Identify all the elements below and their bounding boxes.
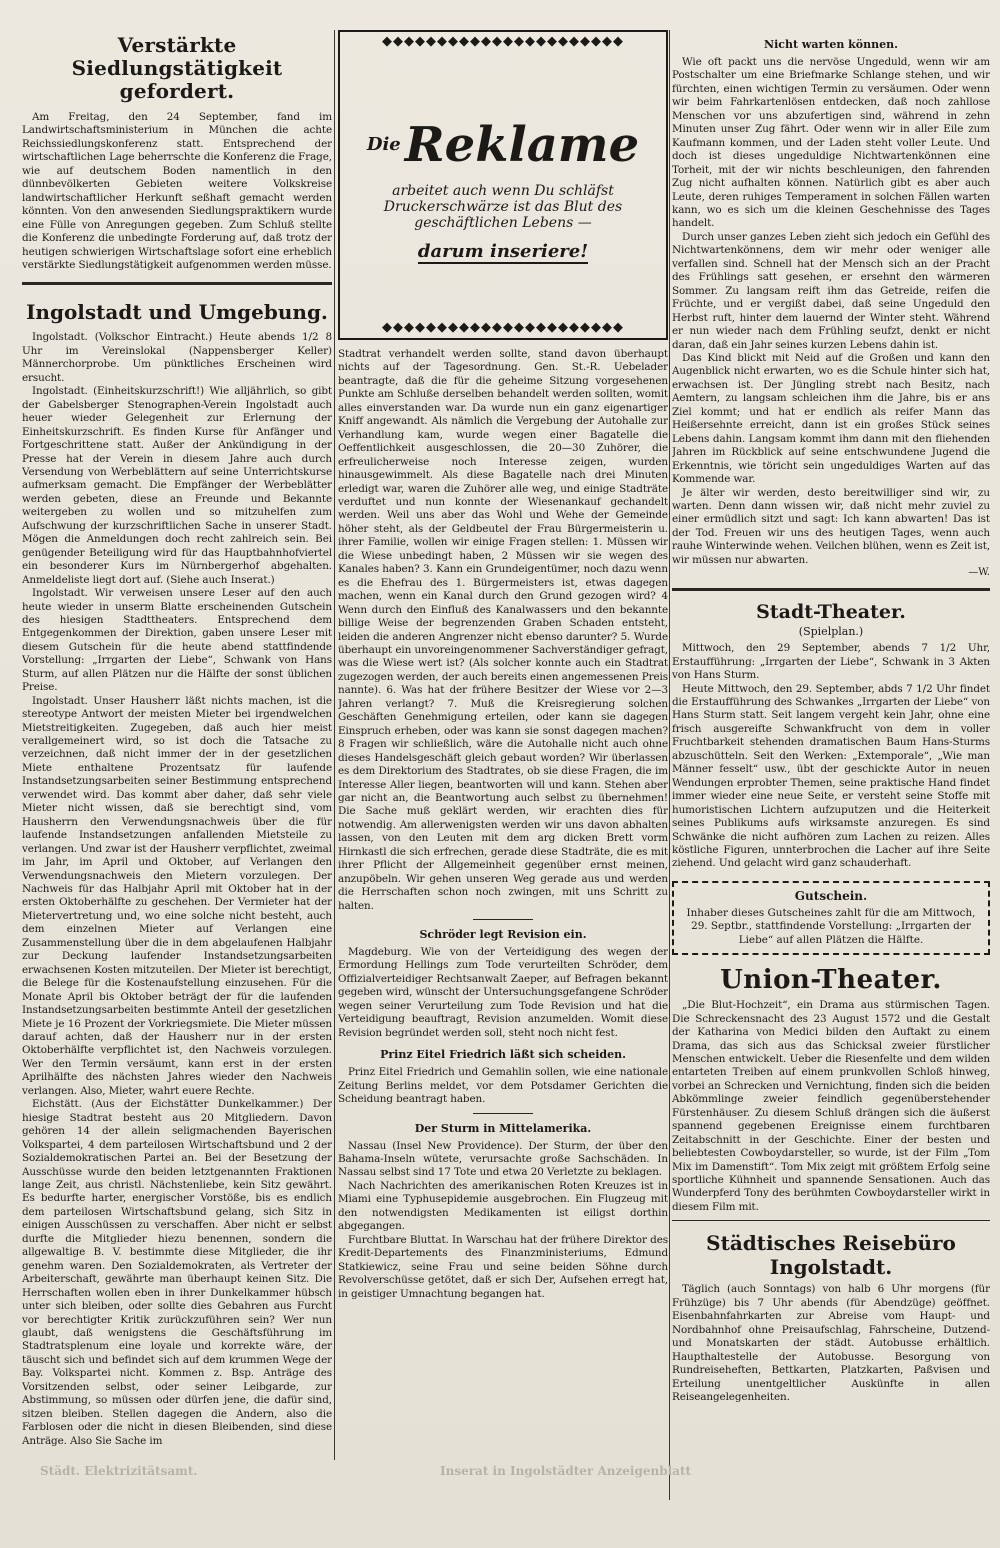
gutschein-coupon [672, 881, 990, 955]
ad-title-small: Die [366, 133, 401, 155]
article-stadtrat: Stadtrat verhandelt werden sollte, stand davon überhaupt nichts auf der Tagesordnung. Gen. St.-R. Uebelader beantragte, daß die für die geheime Sitzung vorgesehenen Punkte am Schluße derselben behandelt werden sollten, womit alles einverstanden war. Da wurde nun ein ganz eigenartiger Kniff angewandt. Als nämlich die Vergebung der Autohalle zur Verhandlung kam, wurde wegen einer Bagatelle die Oeffentlichkeit ausgeschlossen, die 20—30 Zuhörer, die erfreulicherweise noch Interesse zeigen, wurden hinausgewimmelt. Als diese Bagatelle nach drei Minuten erledigt war, waren die Zuhörer alle weg, und einige Stadträte verduftet und nun konnte der Wiesenankauf gechandelt werden. Weil uns aber das Wohl und Wehe der Gemeinde höher steht, als der Geldbeutel der Frau Bürgermeisterin u. ihrer Familie, wollen wir einige Fragen stellen: 1. Müssen wir die Wiese unbedingt haben, 2 Müssen wir sie wegen des Kanales haben? 3. Kann ein Grundeigentümer, noch dazu wenn es die Ehefrau des 1. Bürgermeisters ist, etwas dagegen machen, wenn ein Kanal durch den Grund gezogen wird? 4 Wenn durch den Einfluß des Kanalwassers und den bekannte billige Weise der begrenzenden Graben Schaden entsteht, leiden die anderen Angrenzer nicht ebenso darunter? 5. Wurde überhaupt ein unvoreingenommener Sachverständiger gefragt, was die Wiese wert ist? (Als solcher konnte auch ein Stadtrat zugezogen werden, der auch bereits einen angemessenen Preis nannte). 6. Was hat der frühere Besitzer der Wiese vor 2—3 Jahren verlangt? 7. Muß die Kreisregierung solchen Geschäften Genehmigung erteilen, oder kann sie dagegen Einspruch erheben, oder was kann sie sonst dagegen machen? 8 Fragen wir schließlich, wäre die Autohalle nicht auch ohne dieses Handelsgeschäft gleich gebaut worden? Wir überlassen es dem Direktorium des Stadtrates, ob sie diese Fragen, die im Interesse Aller liegen, beantworten will und kann. Stehen aber gar nicht an, die Beantwortung auch selbst zu übernehmen! Die Sache muß geklärt werden, wir erachten dies für notwendig. Am allerwenigsten werden wir uns davon abhalten lassen, von den Leuten mit dem arg dicken Brett vorm Hirnkastl die sich erfrechen, gerade diese Stadträte, die es mit ihrer Pflicht der Allgemeinheit gegenüber ernst meinen, anzupöbeln. Wir gehen unseren Weg gerade aus und werden die Herrschaften schon noch zwingen, mit uns Schritt zu halten. [338, 348, 668, 912]
diamond-border: ◆◆◆◆◆◆◆◆◆◆◆◆◆◆◆◆◆◆◆◆◆◆ [382, 320, 624, 335]
reisebuero-text: Täglich (auch Sonntags) von halb 6 Uhr morgens (für Frühzüge) bis 7 Uhr abends (für Abendzüge) geöffnet. Eisenbahnfahrkarten zur Abreise vom Haupt- und Nordbahnhof ohne Preisaufschlag, Fahrscheine, Dutzend- und Monatskarten der städt. Autobusse erhältlich. Haupthaltestelle der Autobusse. Besorgung von Rundreiseheften, Bettkarten, Platzkarten, Paßvisen und Erteilung unentgeltlicher Auskünfte in allen Reiseangelegenheiten. [672, 1283, 990, 1404]
divider [672, 588, 990, 591]
union-theater-text: „Die Blut-Hochzeit“, ein Drama aus stürmischen Tagen. Die Schreckensnacht des 23 August 1572 und die Gestalt der Katharina von Medici bilden den Auftakt zu einem Drama, das sich aus das Schicksal zweier fürstlicher Menschen entwickelt. Ueber die Riesenfelte und dem wilden entarteten Treiben auf einem prunkvollen Schloß hinweg, vorbei an Schrecken und Vernichtung, finden sich die beiden Abkömmlinge zweier feindlich gegenüberstehender Fürstenhäuser. Zu diesem Schluß drängen sich die äußerst spannend gegebenen Ereignisse einem furchtbaren Zeitabschnitt in der Geschichte. Einer der besten und beliebtesten Cowboydarsteller, so wurde, ist der Film „Tom Mix im Damenstift“. Tom Mix zeigt mit größtem Erfolg seine sportliche Kühnheit und spannende Sensationen. Auch das Wunderpferd Tony des berühmten Cowboydarsteller wirkt in diesem Film mit. [672, 999, 990, 1213]
headline-schroeder: Schröder legt Revision ein. [419, 928, 587, 942]
article-nassau: Nassau (Insel New Providence). Der Sturm, der über den Bahama-Inseln wütete, verursachte große Sachschäden. In Nassau selbst sind 17 Tote und etwa 20 Verletzte zu beklagen. [338, 1139, 668, 1179]
ad-body: arbeitet auch wenn Du schläfst Druckerschwärze ist das Blut des geschäftlichen Lebens — [383, 182, 623, 231]
reisebuero-title: Städtisches Reisebüro Ingolstadt. [706, 1231, 956, 1280]
diamond-border: ◆◆◆◆◆◆◆◆◆◆◆◆◆◆◆◆◆◆◆◆◆◆ [382, 34, 624, 49]
stadttheater-title: Stadt-Theater. [756, 601, 906, 624]
ad-title-main: Reklame [404, 116, 640, 173]
divider [22, 282, 332, 285]
signature: —W. [968, 567, 990, 579]
notice-kurzschrift: Ingolstadt. (Einheitskurzschrift!) Wie alljährlich, so gibt der Gabelsberger Stenographen-Verein Ingolstadt auch heuer wieder Gelegenheit zur Erlernung der Einheitskurzschrift. Es finden Kurse für Anfänger und Fortgeschrittene statt. Außer der Ankündigung in der Presse hat der Verein in diesem Jahre auch durch Versendung von Werbeblättern auf seine Unterrichtskurse aufmerksam gemacht. Die Empfänger der Werbeblätter werden gebeten, diese an Freunde und Bekannte weitergeben zu wollen und so mitzuhelfen zum Aufschwung der kurzschriftlichen Sache in unserer Stadt. Mögen die Anmeldungen doch recht zahlreich sein. Bei genügender Beteiligung wird für das Hauptbahnhofviertel ein besonderer Kurs im Nürnbergerhof abgehalten. Anmeldeliste liegt dort auf. (Siehe auch Inserat.) [22, 385, 332, 586]
column-left [22, 30, 332, 1480]
spielplan-entry: Mittwoch, den 29 September, abends 7 1/2 Uhr, Erstaufführung: „Irrgarten der Liebe“, Schwank in 3 Akten von Hans Sturm. [672, 642, 990, 682]
bleed-through-text: Städt. Elektrizitätsamt. [40, 1464, 198, 1478]
notice-eichstaett: Eichstätt. (Aus der Eichstätter Dunkelkammer.) Der hiesige Stadtrat besteht aus 20 Mitgliedern. Davon gehören 14 der allein seligmachenden Bayerischen Volkspartei, 4 dem parteilosen Wirtschaftsbund und 2 der Sozialdemokratischen Partei an. Bei der Besetzung der Ausschüsse wurde den beiden letztgenannten Fraktionen lange Zeit, aus christl. Nächstenliebe, kein Sitz gewährt. Es bedurfte harter, energischer Vorstöße, bis es endlich dem parteilosen Wirtschaftsbund gelang, sich Sitz in einigen Ausschüssen zu verschaffen. Aber nicht er selbst durfte die Mitglieder hiezu benennen, sondern die allgewaltige B. V. bestimmte diese Mitglieder, die ihr genehm waren. Den Sozialdemokraten, als Vertreter der Arbeiterschaft, gewährte man überhaupt keinen Sitz. Die Herrschaften wollen eben in ihrer Dunkelkammer hübsch unter sich bleiben, oder sollte dies Gebahren aus Furcht vor berechtigter Kritik zurückzuführen sein? Wer nun glaubt, daß wenigstens die Geschäftsführung im Stadtratsplenum eine loyale und korrekte wäre, der täuscht sich und befindet sich auf dem krummen Wege der Bay. Volkspartei nicht. Kommen z. Bsp. Anträge des Vorsitzenden selbst, oder seiner Leibgarde, zur Abstimmung, so müssen oder dürfen jene, die dafür sind, sitzen bleiben. Stellen dagegen die Andern, also die Farblosen oder die nicht in diesen Bleibenden, sind diese Anträge. Also Sie Sache im [22, 1098, 332, 1447]
feuilleton-p2: Durch unser ganzes Leben zieht sich jedoch ein Gefühl des Nichtwartenkönnens, dem wir mehr oder weniger alle verfallen sind. Schnell hat der Mensch sich an der Pracht des Frühlings satt gesehen, er ersehnt den wärmeren Sommer. Zu langsam reift ihm das Getreide, reifen die Früchte, und er vergißt dabei, daß seine Ungeduld den Herbst ruft, hinter dem lauernd der Winter steht. Während er nun wieder nach dem Frühling seufzt, denkt er nicht daran, daß ein Jahr seines kurzen Lebens dahin ist. [672, 230, 990, 351]
theater-review: Heute Mittwoch, den 29. September, abds 7 1/2 Uhr findet die Erstaufführung des Schwankes „Irrgarten der Liebe“ von Hans Sturm statt. Seit langem vergeht kein Jahr, ohne eine frisch ausgereifte Schwankfrucht von dem in voller Fruchtbarkeit stehenden dramatischen Baum Hans-Sturms abzuschütteln. Seit den Werken: „Extemporale“, „Wie man Männer fesselt“ usw., übt der geschickte Autor in neuen Wendungen erprobter Themen, seine praktische Hand findet immer wieder eine neue Seite, er versteht seine Stoffe mit humoristischen Lichtern aufzuputzen und die Heiterkeit seines Publikums aufs wirksamste anzuregen. Es sind Schwänke die nicht aufhören zum Lachen zu reizen. Alles köstliche Figuren, unnterbrochen die Lacher auf ihre Seite ziehend. Und gelacht wird ganz schauderhaft. [672, 682, 990, 870]
feuilleton-p3: Das Kind blickt mit Neid auf die Großen und kann den Augenblick nicht erwarten, wo es die Schule hinter sich hat, erwachsen ist. Der Jüngling strebt nach Besitz, nach Aemtern, zu langsam schleichen ihm die Jahre, bis er ans Ziel kommt; und hat er endlich als reifer Mann das Heißersehnte erreicht, dann ist ein großes Stück seines Lebens dahin. Langsam kommt ihm dann mit den fliehenden Jahren im Rückblick auf seine entschwundene Jugend die Erkenntnis, wie töricht sein ungeduldiges Warten auf das Kommende war. [672, 351, 990, 486]
headline-siedlung: Verstärkte Siedlungstätigkeit gefordert. [71, 33, 283, 103]
section-ingolstadt: Ingolstadt und Umgebung. [26, 300, 328, 325]
ad-cta: darum inseriere! [417, 240, 589, 262]
notice-volkschor: Ingolstadt. (Volkschor Eintracht.) Heute abends 1/2 8 Uhr im Vereinslokal (Nappensberger Keller) Männerchorprobe. Um pünktliches Erscheinen wird ersucht. [22, 331, 332, 384]
column-rule [669, 30, 670, 1500]
coupon-text: Inhaber dieses Gutscheines zahlt für die am Mittwoch, 29. Septbr., stattfindende Vorstellung: „Irrgarten der Liebe“ auf allen Plätzen die Hälfte. [686, 906, 976, 946]
notice-mieter: Ingolstadt. Unser Hausherr läßt nichts machen, ist die stereotype Antwort der meisten Mieter bei irgendwelchen Mietstreitigkeiten. Zugegeben, daß auch hier meist verallgemeinert wird, so ist doch die Tatsache zu verzeichnen, daß nicht immer der in der gesetzlichen Miete enthaltene Prozentsatz für laufende Instandsetzungsarbeiten seiner Bestimmung entsprechend verwendet wird. Das kommt aber daher, daß sehr viele Mieter nicht wissen, daß sie berechtigt sind, vom Hausherrn den Verwendungsnachweis über die für laufende Instandsetzungen anfallenden Mietsteile zu verlangen. Und zwar ist der Hausherr verpflichtet, zweimal im Jahr, im April und Oktober, auf Verlangen den Verwendungsnachweis den Mietern vorzulegen. Der Nachweis für das Halbjahr April mit Oktober hat in der ersten Oktoberhälfte zu geschehen. Der Vermieter hat der Mietervertretung und, wo eine solche nicht besteht, auch dem einzelnen Mieter auf Verlangen eine Zusammenstellung über die in dem abgelaufenen Halbjahr zur Deckung laufender Instandsetzungsarbeiten erwachsenen Kosten mitzuteilen. Der Mieter ist berechtigt, die Belege für die Kostenaufstellung einzusehen. Für die Monate April bis Oktober beträgt der für die laufenden Instandsetzungsarbeiten bestimmte Anteil der gesetzlichen Miete je 16 Prozent der Vorkriegsmiete. Die Mieter müssen darauf achten, daß der Hausherr nur in der ersten Oktoberhälfte verpflichtet ist, den Nachweis vorzulegen. Wer den Termin versäumt, kann erst in der ersten Aprilhälfte des nächsten Jahres wieder den Nachweis verlangen. Also, Mieter, wahrt euere Rechte. [22, 694, 332, 1097]
reklame-ad [338, 30, 668, 340]
divider [672, 1220, 990, 1221]
divider [473, 919, 533, 920]
headline-sturm: Der Sturm in Mittelamerika. [414, 1121, 592, 1135]
bleed-through-text: Inserat in Ingolstädter Anzeigenblatt [440, 1464, 692, 1478]
coupon-title: Gutschein. [794, 888, 868, 903]
headline-eitel: Prinz Eitel Friedrich läßt sich scheiden. [380, 1048, 626, 1062]
union-theater-title: Union-Theater. [720, 965, 942, 996]
headline-warten: Nicht warten können. [764, 38, 898, 51]
column-right [672, 30, 990, 1510]
spielplan-label: (Spielplan.) [798, 625, 864, 639]
notice-gutschein: Ingolstadt. Wir verweisen unsere Leser auf den auch heute wieder in unserm Blatte erscheinenden Gutschein des hiesigen Stadttheaters. Entsprechend dem Entgegenkommen der Direktion, gaben unsere Leser mit diesem Gutschein für die heute abend stattfindende Vorstellung: „Irrgarten der Liebe“, Schwank von Hans Sturm, auf allen Plätzen nur die Hälfte der sonst üblichen Preise. [22, 587, 332, 694]
article-schroeder: Magdeburg. Wie von der Verteidigung des wegen der Ermordung Hellings zum Tode verurteilten Schröder, dem Offizialverteidiger Rechtsanwalt Zaeper, auf Befragen bekannt gegeben wird, wünscht der Untersuchungsgefangene Schröder wegen seiner Verurteilung zum Tode Revision und hat die Verteidigung beauftragt, Revision anzumelden. Womit diese Revision begründet werden soll, steht noch nicht fest. [338, 946, 668, 1039]
article-eitel: Prinz Eitel Friedrich und Gemahlin sollen, wie eine nationale Zeitung Berlins meldet, vor dem Potsdamer Gerichten die Scheidung beantragt haben. [338, 1066, 668, 1106]
article-miami: Nach Nachrichten des amerikanischen Roten Kreuzes ist in Miami eine Typhusepidemie ausgebrochen. Ein Flugzeug mit den notwendigsten Medikamenten ist eiligst dorthin abgegangen. [338, 1179, 668, 1233]
feuilleton-p4: Je älter wir werden, desto bereitwilliger sind wir, zu warten. Denn dann wissen wir, daß nicht mehr zuviel zu einer ermüdlich sitzt und sagt: Ich kann abwarten! Das ist der Tod. Freuen wir uns des heutigen Tages, wenn auch rauhe Winterwinde wehen. Veilchen blühen, wenn es Zeit ist, wir müssen nur abwarten. [672, 486, 990, 566]
article-siedlung: Am Freitag, den 24 September, fand im Landwirtschaftsministerium in München die achte Reichssiedlungskonferenz statt. Entsprechend der wirtschaftlichen Lage beherrschte die Konferenz die Frage, wie auf deutschem Boden namentlich in den dünnbevölkerten Gebieten weitere Volkskreise landwirtschaftlicher Herkunft seßhaft gemacht werden könnten. Von den anwesenden Siedlungspraktikern wurde eine Fülle von Anregungen gegeben. Zum Schluß stellte die Konferenz die unbedingte Forderung auf, daß trotz der heutigen schwierigen Wirtschaftslage sofort eine erheblich verstärkte Siedlungstätigkeit aufgenommen werden müsse. [22, 111, 332, 271]
article-bluttat: Furchtbare Bluttat. In Warschau hat der frühere Direktor des Kredit-Departements des Finanzministeriums, Edmund Statkiewicz, seine Frau und seine beiden Söhne durch Revolverschüsse getötet, daß er sich Der, Aufsehen erregt hat, in geistiger Umnachtung begangen hat. [338, 1233, 668, 1300]
feuilleton-p1: Wie oft packt uns die nervöse Ungeduld, wenn wir am Postschalter um eine Briefmarke Schlange stehen, und wir fürchten, einen wichtigen Termin zu versäumen. Oder wenn wir beim Fahrkartenlösen entdecken, daß noch zahllose Menschen vor uns abzufertigen sind, während in zehn Minuten unser Zug fährt. Oder wenn wir in aller Eile zum Kaufmann kommen, und der Laden steht voller Leute. Und doch ist dieses ungeduldige Nichtwartenkönnen eine Torheit, mit der wir nichts beschleunigen, den fahrenden Zug nicht aufhalten können. Natürlich gibt es aber auch Leute, deren ruhiges Temperament in solchen Fällen warten kann, wo es sich um die kleinen Geschehnisse des Tages handelt. [672, 56, 990, 230]
column-middle [338, 30, 668, 1430]
ad-title [367, 117, 639, 173]
divider [473, 1113, 533, 1114]
column-rule [334, 30, 335, 1460]
